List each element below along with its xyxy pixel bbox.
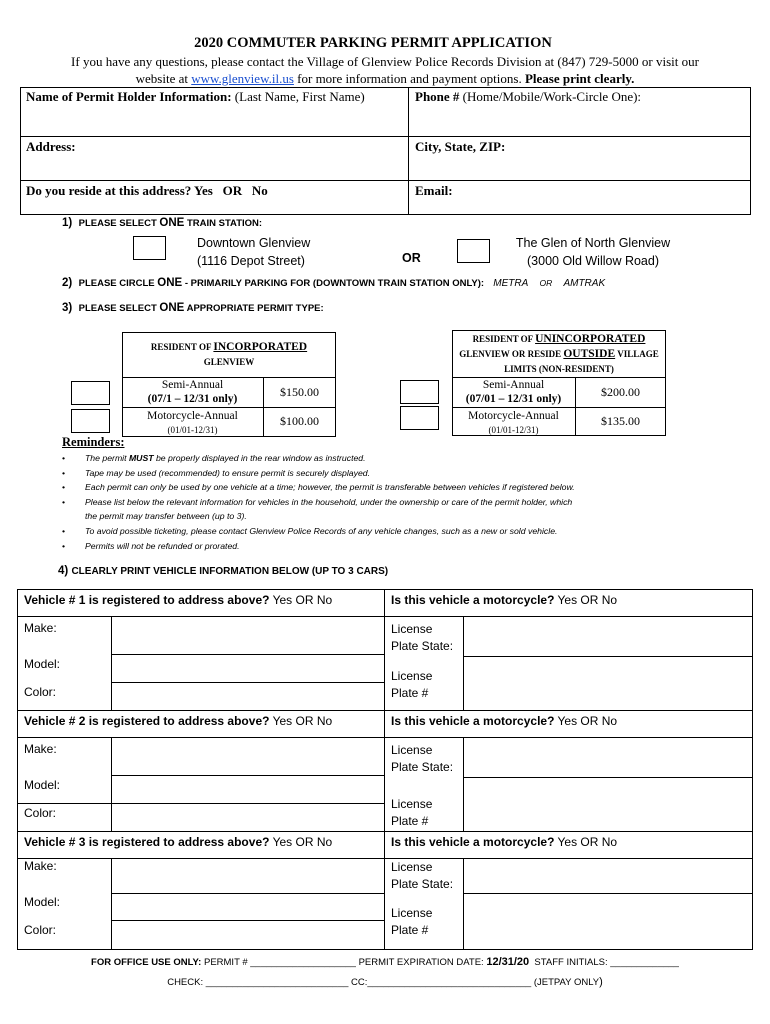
holder-phone-field[interactable]: Phone # (Home/Mobile/Work-Circle One): [415, 89, 642, 104]
vehicle-2-color-label: Color: [24, 806, 57, 820]
vehicle-2-model-input[interactable] [112, 776, 384, 803]
reminder-item: • Tape may be used (recommended) to ensure permit is securely displayed. [62, 467, 371, 478]
holder-name-field[interactable]: Name of Permit Holder Information: (Last Name, First Name) [26, 89, 365, 104]
vehicle-3-plate-state-input[interactable] [464, 859, 752, 893]
vehicle-3-model-label: Model: [24, 895, 61, 909]
section-3-heading: 3) PLEASE SELECT ONE APPROPRIATE PERMIT TYPE: [62, 302, 324, 314]
reminder-item: • Permits will not be refunded or prorated. [62, 540, 240, 551]
station-glen-checkbox[interactable] [457, 239, 490, 263]
city-state-zip-field[interactable]: City, State, ZIP: [415, 139, 506, 154]
office-use-line-2: CHECK: ___________________________ CC:_______________________________ (JETPAY ONLY) [167, 976, 603, 988]
vehicle-3-plate-state-label: License Plate State: [391, 860, 454, 891]
reminders-title: Reminders: [62, 435, 125, 449]
vehicle-2-registered-question[interactable]: Vehicle # 2 is registered to address above? Yes OR No [24, 714, 333, 728]
vehicle-3-model-input[interactable] [112, 894, 384, 920]
reside-question[interactable]: Do you reside at this address? Yes OR No [26, 183, 268, 198]
vehicle-1-make-label: Make: [24, 621, 57, 635]
station-downtown-checkbox[interactable] [133, 236, 166, 260]
station-glen-label: The Glen of North Glenview (3000 Old Willow Road) [515, 236, 671, 268]
vehicle-1-motorcycle-question[interactable]: Is this vehicle a motorcycle? Yes OR No [391, 593, 618, 607]
vehicle-3-plate-number-input[interactable] [464, 894, 752, 949]
unincorporated-motorcycle-checkbox[interactable] [400, 406, 439, 430]
incorporated-motorcycle-price: $100.00 [280, 414, 319, 428]
section-1-heading: 1) PLEASE SELECT ONE TRAIN STATION: [62, 217, 263, 229]
incorporated-motorcycle: Motorcycle-Annual (01/01-12/31) [147, 410, 238, 435]
vehicle-1-model-label: Model: [24, 657, 61, 671]
vehicle-3-color-input[interactable] [112, 921, 384, 949]
vehicle-2-model-label: Model: [24, 778, 61, 792]
vehicle-2-make-label: Make: [24, 742, 57, 756]
reminder-item: • Please list below the relevant information for vehicles in the household, under the ownership or care of the permit holder, which [62, 496, 573, 507]
unincorporated-header: RESIDENT OF UNINCORPORATED GLENVIEW OR RESIDE OUTSIDE VILLAGE LIMITS (NON-RESIDENT) [459, 333, 659, 374]
vehicle-3-motorcycle-question[interactable]: Is this vehicle a motorcycle? Yes OR No [391, 835, 618, 849]
unincorporated-semiannual-checkbox[interactable] [400, 380, 439, 404]
unincorporated-motorcycle: Motorcycle-Annual (01/01-12/31) [468, 410, 559, 435]
address-field[interactable]: Address: [26, 139, 76, 154]
reminders-list [62, 451, 742, 553]
incorporated-header: RESIDENT OF INCORPORATED GLENVIEW [150, 341, 308, 367]
reminder-item: • The permit MUST be properly displayed in the rear window as instructed. [62, 453, 366, 463]
vehicle-2-make-input[interactable] [112, 738, 384, 775]
vehicle-1-plate-number-label: License Plate # [391, 669, 433, 700]
office-use-line-1: FOR OFFICE USE ONLY: PERMIT # ____________________ PERMIT EXPIRATION DATE: 12/31/20 STAFF INITIALS: _____________ [91, 956, 679, 968]
vehicle-2-plate-state-label: License Plate State: [391, 743, 454, 774]
option-amtrak[interactable]: AMTRAK [563, 278, 606, 289]
email-field[interactable]: Email: [415, 183, 453, 198]
website-link[interactable]: www.glenview.il.us [191, 71, 294, 86]
section-2-heading: 2) PLEASE CIRCLE ONE - PRIMARILY PARKING FOR (DOWNTOWN TRAIN STATION ONLY): METRA OR AMTRAK [62, 277, 606, 289]
incorporated-semiannual: Semi-Annual (07/1 – 12/31 only) [147, 379, 238, 405]
intro-line-1: If you have any questions, please contact the Village of Glenview Police Records Division at (847) 729-5000 or visit our [71, 54, 699, 69]
vehicle-3-registered-question[interactable]: Vehicle # 3 is registered to address above? Yes OR No [24, 835, 333, 849]
vehicle-1-plate-state-input[interactable] [464, 617, 752, 656]
reminder-item: • Each permit can only be used by one vehicle at a time; however, the permit is transferable between vehicles if registered below. [62, 482, 575, 493]
station-downtown-label: Downtown Glenview (1116 Depot Street) [197, 236, 311, 268]
vehicle-1-make-input[interactable] [112, 617, 384, 654]
vehicle-3-make-label: Make: [24, 859, 57, 873]
vehicle-2-plate-state-input[interactable] [464, 738, 752, 777]
intro-line-2: website at www.glenview.il.us for more information and payment options. Please print clearly. [135, 71, 635, 86]
vehicle-1-color-input[interactable] [112, 683, 384, 710]
vehicle-2-motorcycle-question[interactable]: Is this vehicle a motorcycle? Yes OR No [391, 714, 618, 728]
unincorporated-semiannual-price: $200.00 [601, 385, 640, 399]
vehicle-1-registered-question[interactable]: Vehicle # 1 is registered to address above? Yes OR No [24, 593, 333, 607]
vehicle-3-color-label: Color: [24, 923, 57, 937]
vehicle-1-plate-state-label: License Plate State: [391, 622, 454, 653]
intro-text [0, 53, 770, 87]
vehicle-3-make-input[interactable] [112, 859, 384, 893]
station-or: OR [402, 251, 421, 265]
section-4-heading: 4) CLEARLY PRINT VEHICLE INFORMATION BELOW (UP TO 3 CARS) [58, 565, 389, 577]
unincorporated-motorcycle-price: $135.00 [601, 414, 640, 428]
vehicle-1-color-label: Color: [24, 685, 57, 699]
vehicle-2-color-input[interactable] [18, 804, 384, 831]
vehicle-3-plate-number-label: License Plate # [391, 906, 433, 937]
vehicle-2-plate-number-input[interactable] [464, 778, 752, 831]
vehicle-1-plate-number-input[interactable] [464, 657, 752, 710]
page-title: 2020 COMMUTER PARKING PERMIT APPLICATION [194, 35, 552, 51]
vehicle-2-plate-number-label: License Plate # [391, 797, 433, 828]
option-metra[interactable]: METRA [493, 278, 529, 289]
unincorporated-semiannual: Semi-Annual (07/01 – 12/31 only) [465, 379, 562, 405]
vehicle-1-model-input[interactable] [112, 655, 384, 682]
reminder-item: • To avoid possible ticketing, please contact Glenview Police Records of any vehicle changes, such as a new or sold vehicle. [62, 525, 558, 536]
reminder-item-continued: the permit may transfer between (up to 3). [85, 511, 247, 522]
incorporated-semiannual-price: $150.00 [280, 385, 319, 399]
incorporated-semiannual-checkbox[interactable] [71, 381, 110, 405]
incorporated-motorcycle-checkbox[interactable] [71, 409, 110, 433]
